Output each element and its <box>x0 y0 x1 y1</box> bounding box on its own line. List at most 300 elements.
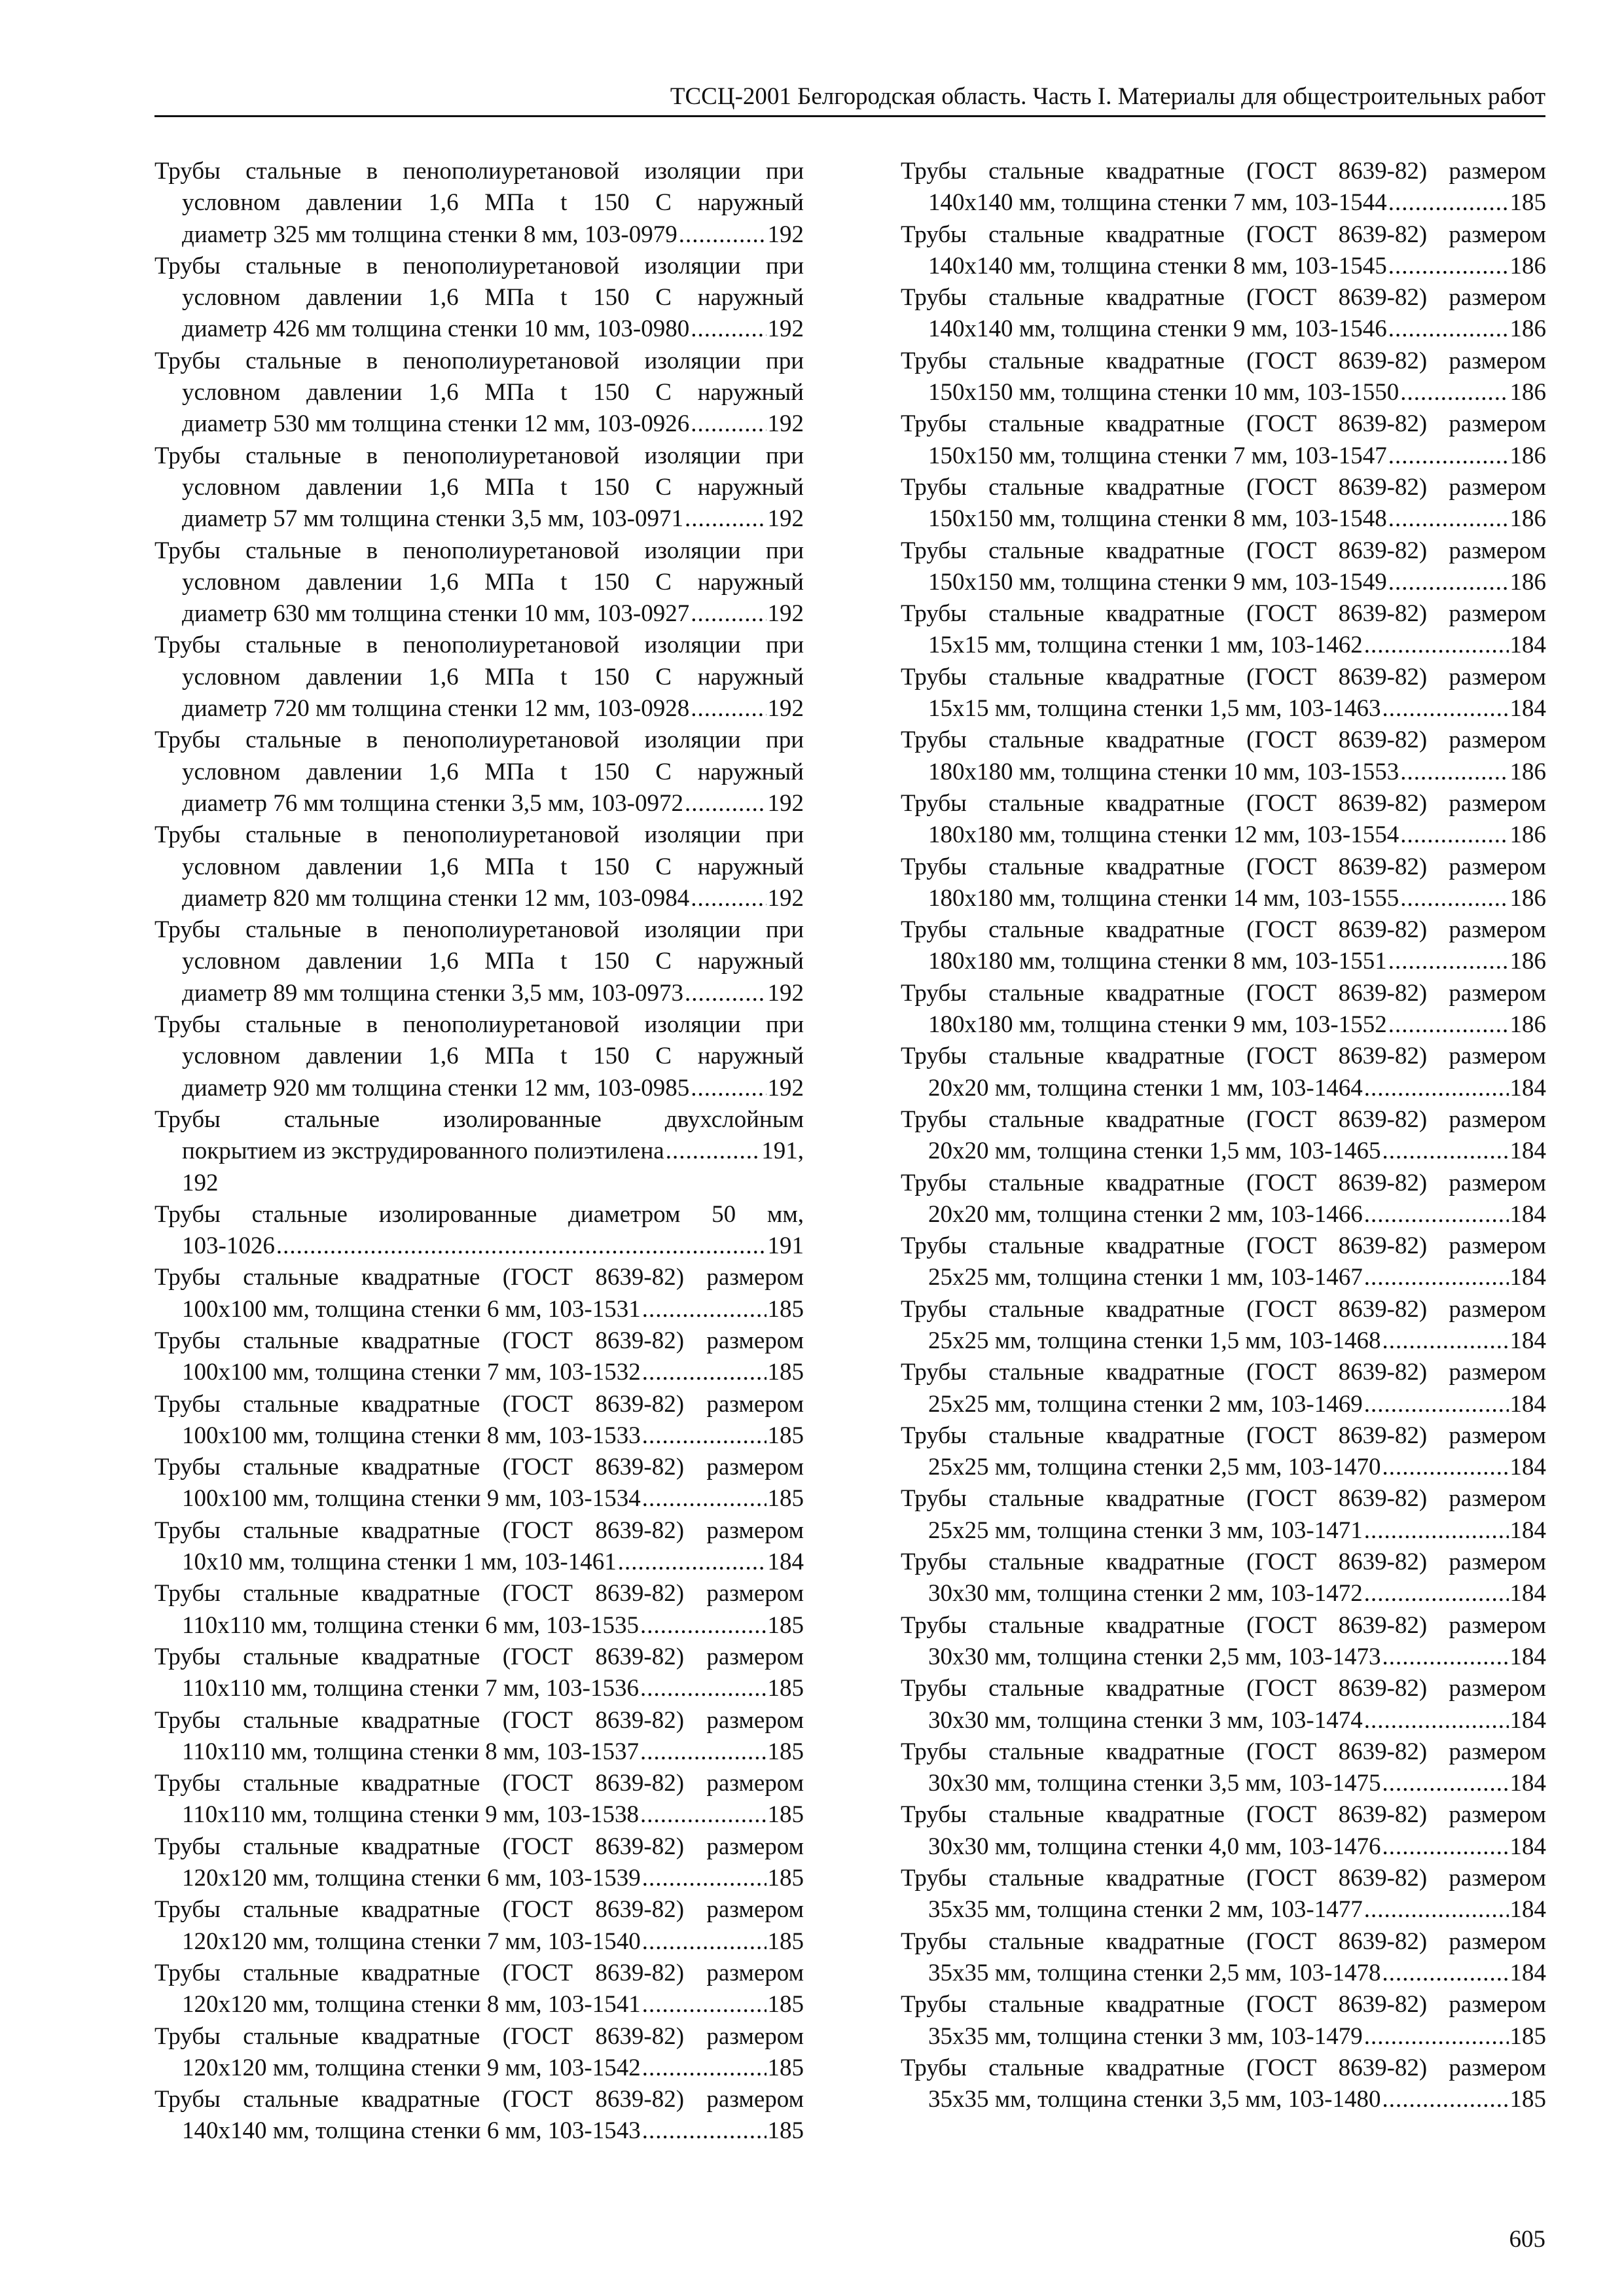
dot-leader <box>1364 2021 1509 2053</box>
entry-line: 100х100 мм, толщина стенки 9 мм, 103-1534 <box>182 1485 641 1513</box>
index-entry <box>154 1262 804 1325</box>
entry-line: Трубы стальные квадратные (ГОСТ 8639-82) размером <box>901 916 1546 944</box>
page-reference: 186 <box>1509 884 1546 912</box>
entry-line: Трубы стальные в пенополиуретановой изоляции при <box>154 726 804 754</box>
index-entry <box>154 1641 804 1705</box>
dot-leader <box>1382 2084 1509 2115</box>
entry-line: Трубы стальные квадратные (ГОСТ 8639-82) размером <box>901 853 1546 880</box>
index-entry <box>901 219 1546 283</box>
index-entry <box>154 156 804 251</box>
index-entry <box>901 282 1546 346</box>
entry-line: условном давлении 1,6 МПа t 150 С наружный <box>182 758 804 785</box>
index-entry <box>154 1515 804 1579</box>
page-reference: 184 <box>1509 1770 1546 1797</box>
page-reference: 184 <box>1509 1959 1546 1986</box>
page-reference: 192 <box>767 410 804 438</box>
dot-leader <box>1382 1452 1509 1483</box>
dot-leader <box>642 1294 767 1325</box>
index-entry <box>901 1863 1546 1926</box>
page-reference: 184 <box>1509 1516 1546 1544</box>
index-entry <box>154 1894 804 1958</box>
dot-leader <box>642 1420 767 1452</box>
page-reference: 186 <box>1509 758 1546 785</box>
entry-line: Трубы стальные квадратные (ГОСТ 8639-82) размером <box>154 1264 804 1291</box>
index-entry <box>154 1578 804 1641</box>
index-entry <box>901 1736 1546 1800</box>
entry-line: 35х35 мм, толщина стенки 3 мм, 103-1479 <box>928 2022 1363 2050</box>
page-reference: 192 <box>767 884 804 912</box>
entry-line: условном давлении 1,6 МПа t 150 С наружный <box>182 1043 804 1070</box>
page-reference: 184 <box>1509 1200 1546 1228</box>
entry-line: 110х110 мм, толщина стенки 6 мм, 103-1535 <box>182 1611 639 1639</box>
page-reference: 192 <box>767 1074 804 1102</box>
dot-leader <box>1364 630 1509 661</box>
entry-line: Трубы стальные квадратные (ГОСТ 8639-82) размером <box>154 1770 804 1797</box>
page-reference: 185 <box>767 1422 804 1449</box>
dot-leader <box>642 2053 767 2084</box>
page-reference: 186 <box>1509 315 1546 343</box>
page-reference: 185 <box>767 1865 804 1892</box>
index-entry <box>901 346 1546 409</box>
entry-line: Трубы стальные квадратные (ГОСТ 8639-82) размером <box>901 979 1546 1007</box>
index-entry <box>154 1389 804 1452</box>
index-entry <box>901 852 1546 915</box>
entry-line: диаметр 920 мм толщина стенки 12 мм, 103-0985 <box>182 1074 690 1102</box>
entry-line: Трубы стальные квадратные (ГОСТ 8639-82) размером <box>901 158 1546 185</box>
entry-line: Трубы стальные квадратные (ГОСТ 8639-82) размером <box>901 1549 1546 1576</box>
page-reference: 184 <box>1509 1390 1546 1418</box>
page-reference: 185 <box>767 1928 804 1955</box>
entry-line: Трубы стальные квадратные (ГОСТ 8639-82) размером <box>154 2022 804 2050</box>
entry-line: 15х15 мм, толщина стенки 1,5 мм, 103-1463 <box>928 695 1381 723</box>
dot-leader <box>691 598 766 630</box>
page-reference: 186 <box>1509 252 1546 279</box>
entry-line: Трубы стальные квадратные (ГОСТ 8639-82) размером <box>901 221 1546 248</box>
entry-line: диаметр 720 мм толщина стенки 12 мм, 103-0928 <box>182 695 690 723</box>
entry-line: Трубы стальные квадратные (ГОСТ 8639-82) размером <box>901 1991 1546 2018</box>
index-entry <box>901 1547 1546 1610</box>
index-entry <box>154 251 804 346</box>
index-entry <box>901 598 1546 662</box>
index-entry <box>154 1768 804 1831</box>
entry-line: Трубы стальные квадратные (ГОСТ 8639-82) размером <box>901 1169 1546 1196</box>
dot-leader <box>1400 819 1508 851</box>
page-reference: 192 <box>767 221 804 248</box>
index-entry <box>154 1009 804 1104</box>
index-entry <box>901 914 1546 978</box>
index-entry <box>154 725 804 819</box>
entry-line: покрытием из экструдированного полиэтилена <box>182 1138 664 1165</box>
dot-leader <box>1388 567 1509 598</box>
dot-leader <box>1388 503 1509 535</box>
entry-line: 110х110 мм, толщина стенки 7 мм, 103-1536 <box>182 1675 639 1702</box>
entry-line: условном давлении 1,6 МПа t 150 С наружный <box>182 473 804 501</box>
page-number: 605 <box>1509 2226 1545 2253</box>
dot-leader <box>1388 187 1509 219</box>
index-entry <box>901 1041 1546 1104</box>
index-entry <box>901 1799 1546 1863</box>
entry-line: условном давлении 1,6 МПа t 150 С наружный <box>182 379 804 406</box>
page-reference: 184 <box>1509 1074 1546 1102</box>
entry-line: 35х35 мм, толщина стенки 2,5 мм, 103-1478 <box>928 1959 1381 1986</box>
entry-line: Трубы стальные квадратные (ГОСТ 8639-82) размером <box>901 726 1546 754</box>
entry-line: Трубы стальные квадратные (ГОСТ 8639-82) размером <box>901 284 1546 312</box>
dot-leader <box>1364 1515 1509 1547</box>
entry-line: 15х15 мм, толщина стенки 1 мм, 103-1462 <box>928 632 1363 659</box>
dot-leader <box>276 1230 767 1262</box>
index-entry <box>154 914 804 1009</box>
page-reference: 192 <box>767 695 804 723</box>
entry-line: диаметр 530 мм толщина стенки 12 мм, 103-0926 <box>182 410 690 438</box>
page-reference: 192 <box>767 505 804 533</box>
entry-line: Трубы стальные квадратные (ГОСТ 8639-82) размером <box>901 1232 1546 1260</box>
entry-line: условном давлении 1,6 МПа t 150 С наружный <box>182 853 804 880</box>
entry-line: диаметр 76 мм толщина стенки 3,5 мм, 103-0972 <box>182 789 683 817</box>
dot-leader <box>666 1136 761 1167</box>
entry-line: 35х35 мм, толщина стенки 3,5 мм, 103-1480 <box>928 2086 1381 2113</box>
index-entry <box>901 1104 1546 1168</box>
dot-leader <box>1388 1009 1509 1041</box>
index-entry <box>901 1357 1546 1420</box>
entry-line: Трубы стальные квадратные (ГОСТ 8639-82) размером <box>901 663 1546 691</box>
dot-leader <box>640 1673 767 1704</box>
index-entry <box>901 1420 1546 1484</box>
page-reference: 186 <box>1509 821 1546 849</box>
entry-line: 25х25 мм, толщина стенки 2,5 мм, 103-1470 <box>928 1454 1381 1481</box>
entry-line: Трубы стальные квадратные (ГОСТ 8639-82) размером <box>901 347 1546 374</box>
index-entry <box>154 1325 804 1389</box>
entry-line: 100х100 мм, толщина стенки 6 мм, 103-1531 <box>182 1295 641 1323</box>
entry-line: 180х180 мм, толщина стенки 9 мм, 103-1552 <box>928 1011 1387 1039</box>
entry-line: 103-1026 <box>182 1232 275 1260</box>
index-entry <box>154 346 804 440</box>
page-reference: 184 <box>1509 1454 1546 1481</box>
page-reference: 184 <box>1509 1643 1546 1670</box>
entry-line: 30х30 мм, толщина стенки 2,5 мм, 103-1473 <box>928 1643 1381 1670</box>
entry-line: 140х140 мм, толщина стенки 6 мм, 103-1543 <box>182 2117 641 2145</box>
page-reference: 184 <box>1509 632 1546 659</box>
entry-line: диаметр 89 мм толщина стенки 3,5 мм, 103-0973 <box>182 979 683 1007</box>
entry-line: 140х140 мм, толщина стенки 8 мм, 103-1545 <box>928 252 1387 279</box>
page-reference: 185 <box>767 1675 804 1702</box>
dot-leader <box>691 314 766 345</box>
dot-leader <box>685 788 767 819</box>
page-reference: 186 <box>1509 505 1546 533</box>
dot-leader <box>642 1357 767 1388</box>
entry-line: 30х30 мм, толщина стенки 3 мм, 103-1474 <box>928 1706 1363 1734</box>
page-reference: 184 <box>1509 1833 1546 1860</box>
entry-line: Трубы стальные в пенополиуретановой изоляции при <box>154 442 804 469</box>
dot-leader <box>1400 883 1508 914</box>
entry-line: Трубы стальные квадратные (ГОСТ 8639-82) размером <box>901 1485 1546 1513</box>
entry-line: Трубы стальные в пенополиуретановой изоляции при <box>154 158 804 185</box>
entry-line: 20х20 мм, толщина стенки 1,5 мм, 103-1465 <box>928 1138 1381 1165</box>
entry-line: Трубы стальные квадратные (ГОСТ 8639-82) размером <box>154 1516 804 1544</box>
dot-leader <box>642 2115 767 2147</box>
index-entry <box>901 408 1546 472</box>
page-reference: 184 <box>1509 1327 1546 1354</box>
index-entry <box>901 535 1546 599</box>
page-reference: 185 <box>767 1611 804 1639</box>
entry-line: Трубы стальные квадратные (ГОСТ 8639-82) размером <box>154 1390 804 1418</box>
page-reference: 192 <box>182 1169 219 1196</box>
dot-leader <box>1364 1199 1509 1230</box>
page-reference: 192 <box>767 600 804 628</box>
entry-line: 150х150 мм, толщина стенки 8 мм, 103-1548 <box>928 505 1387 533</box>
dot-leader <box>618 1547 767 1578</box>
entry-line: условном давлении 1,6 МПа t 150 С наружный <box>182 948 804 975</box>
dot-leader <box>1364 1389 1509 1420</box>
entry-line: Трубы стальные квадратные (ГОСТ 8639-82) размером <box>901 1043 1546 1070</box>
entry-line: 30х30 мм, толщина стенки 3,5 мм, 103-1475 <box>928 1770 1381 1797</box>
entry-line: 100х100 мм, толщина стенки 7 мм, 103-1532 <box>182 1359 641 1386</box>
dot-leader <box>1382 1831 1509 1863</box>
index-entry <box>901 2053 1546 2116</box>
entry-line: Трубы стальные квадратные (ГОСТ 8639-82) размером <box>901 1295 1546 1323</box>
entry-line: Трубы стальные квадратные (ГОСТ 8639-82) размером <box>901 1359 1546 1386</box>
entry-line: 10х10 мм, толщина стенки 1 мм, 103-1461 <box>182 1549 617 1576</box>
page-reference: 185 <box>767 1359 804 1386</box>
index-entry <box>154 1831 804 1895</box>
entry-line: условном давлении 1,6 МПа t 150 С наружный <box>182 663 804 691</box>
index-entry <box>901 1483 1546 1547</box>
entry-line: диаметр 57 мм толщина стенки 3,5 мм, 103-0971 <box>182 505 683 533</box>
dot-leader <box>1382 1325 1509 1357</box>
index-entry <box>154 1199 804 1263</box>
entry-line: диаметр 820 мм толщина стенки 12 мм, 103-0984 <box>182 884 690 912</box>
entry-line: 110х110 мм, толщина стенки 9 мм, 103-1538 <box>182 1801 639 1829</box>
page-reference: 184 <box>767 1549 804 1576</box>
dot-leader <box>1364 1578 1509 1609</box>
index-column-right <box>901 156 1546 2115</box>
entry-line: Трубы стальные в пенополиуретановой изоляции при <box>154 252 804 279</box>
dot-leader <box>1388 314 1509 345</box>
index-entry <box>154 819 804 914</box>
dot-leader <box>640 1610 767 1641</box>
page-reference: 185 <box>1509 189 1546 217</box>
dot-leader <box>1388 440 1509 472</box>
entry-line: 120х120 мм, толщина стенки 9 мм, 103-1542 <box>182 2054 641 2081</box>
entry-line: 100х100 мм, толщина стенки 8 мм, 103-1533 <box>182 1422 641 1449</box>
index-entry <box>154 2021 804 2085</box>
entry-line: 20х20 мм, толщина стенки 2 мм, 103-1466 <box>928 1200 1363 1228</box>
entry-line: Трубы стальные квадратные (ГОСТ 8639-82) размером <box>901 1675 1546 1702</box>
entry-line: Трубы стальные в пенополиуретановой изоляции при <box>154 632 804 659</box>
entry-line: 25х25 мм, толщина стенки 1 мм, 103-1467 <box>928 1264 1363 1291</box>
dot-leader <box>1382 1768 1509 1799</box>
dot-leader <box>1364 1894 1509 1926</box>
index-entry <box>901 1926 1546 1990</box>
page-reference: 185 <box>767 2054 804 2081</box>
entry-line: 150х150 мм, толщина стенки 9 мм, 103-1549 <box>928 568 1387 596</box>
dot-leader <box>1364 1262 1509 1293</box>
index-entry <box>154 1958 804 2021</box>
running-header <box>154 81 1545 117</box>
dot-leader <box>642 1926 767 1958</box>
page-reference: 184 <box>1509 1580 1546 1607</box>
page-reference: 185 <box>767 1801 804 1829</box>
index-entry <box>154 1104 804 1199</box>
entry-line: 25х25 мм, толщина стенки 1,5 мм, 103-1468 <box>928 1327 1381 1354</box>
entry-line: условном давлении 1,6 МПа t 150 С наружный <box>182 284 804 312</box>
entry-line: Трубы стальные квадратные (ГОСТ 8639-82) размером <box>901 410 1546 438</box>
entry-line: условном давлении 1,6 МПа t 150 С наружный <box>182 568 804 596</box>
entry-line: Трубы стальные квадратные (ГОСТ 8639-82) размером <box>901 600 1546 628</box>
index-entry <box>901 1673 1546 1736</box>
entry-line: Трубы стальные квадратные (ГОСТ 8639-82) размером <box>901 1738 1546 1765</box>
entry-line: 180х180 мм, толщина стенки 8 мм, 103-1551 <box>928 948 1387 975</box>
index-entry <box>901 725 1546 788</box>
index-entry <box>154 2084 804 2147</box>
index-entry <box>154 630 804 725</box>
entry-line: Трубы стальные изолированные диаметром 50 мм, <box>154 1200 804 1228</box>
page-reference: 186 <box>1509 568 1546 596</box>
entry-line: 25х25 мм, толщина стенки 2 мм, 103-1469 <box>928 1390 1363 1418</box>
entry-line: 150х150 мм, толщина стенки 7 мм, 103-1547 <box>928 442 1387 469</box>
page-reference: 184 <box>1509 1264 1546 1291</box>
entry-line: 120х120 мм, толщина стенки 6 мм, 103-1539 <box>182 1865 641 1892</box>
dot-leader <box>1382 693 1509 725</box>
index-entry <box>154 535 804 630</box>
entry-line: Трубы стальные квадратные (ГОСТ 8639-82) размером <box>901 1865 1546 1892</box>
index-entry <box>901 1230 1546 1294</box>
page-reference: 184 <box>1509 1896 1546 1924</box>
index-entry <box>901 1989 1546 2053</box>
index-entry <box>154 440 804 535</box>
dot-leader <box>642 1989 767 2020</box>
entry-line: Трубы стальные квадратные (ГОСТ 8639-82) размером <box>154 2086 804 2113</box>
index-entry <box>154 1705 804 1768</box>
entry-line: Трубы стальные квадратные (ГОСТ 8639-82) размером <box>901 1928 1546 1955</box>
page-reference: 184 <box>1509 1706 1546 1734</box>
index-entry <box>901 472 1546 535</box>
dot-leader <box>1382 1958 1509 1989</box>
entry-line: Трубы стальные квадратные (ГОСТ 8639-82) размером <box>154 1580 804 1607</box>
page-reference: 191, <box>761 1138 804 1165</box>
dot-leader <box>640 1799 767 1831</box>
index-entry <box>901 788 1546 852</box>
dot-leader <box>640 1736 767 1768</box>
dot-leader <box>642 1483 767 1515</box>
dot-leader <box>642 1863 767 1894</box>
entry-line: Трубы стальные в пенополиуретановой изоляции при <box>154 537 804 564</box>
page-reference: 192 <box>767 789 804 817</box>
dot-leader <box>691 408 766 440</box>
dot-leader <box>1388 251 1509 282</box>
entry-line: условном давлении 1,6 МПа t 150 С наружный <box>182 189 804 217</box>
page-reference: 185 <box>1509 2022 1546 2050</box>
entry-line: 140х140 мм, толщина стенки 9 мм, 103-1546 <box>928 315 1387 343</box>
page-reference: 185 <box>767 2117 804 2145</box>
index-entry <box>901 978 1546 1041</box>
page-reference: 185 <box>767 1295 804 1323</box>
index-entry <box>901 156 1546 219</box>
index-entry <box>901 1294 1546 1357</box>
entry-line: 120х120 мм, толщина стенки 8 мм, 103-1541 <box>182 1991 641 2018</box>
dot-leader <box>685 978 767 1009</box>
page-reference: 185 <box>1509 2086 1546 2113</box>
entry-line: 180х180 мм, толщина стенки 12 мм, 103-1554 <box>928 821 1399 849</box>
page-reference: 186 <box>1509 948 1546 975</box>
entry-line: Трубы стальные квадратные (ГОСТ 8639-82) размером <box>154 1896 804 1924</box>
entry-line: Трубы стальные изолированные двухслойным <box>154 1105 804 1133</box>
page-reference: 185 <box>767 1991 804 2018</box>
page-reference: 184 <box>1509 1138 1546 1165</box>
page-reference: 186 <box>1509 379 1546 406</box>
entry-line: 140х140 мм, толщина стенки 7 мм, 103-1544 <box>928 189 1387 217</box>
dot-leader <box>1382 1136 1509 1167</box>
running-title: ТССЦ-2001 Белгородская область. Часть I. Материалы для общестроительных работ <box>670 83 1545 110</box>
index-entry <box>154 1452 804 1515</box>
page-reference: 192 <box>767 979 804 1007</box>
dot-leader <box>679 219 767 251</box>
dot-leader <box>1382 1641 1509 1673</box>
dot-leader <box>691 693 766 725</box>
entry-line: 180х180 мм, толщина стенки 14 мм, 103-1555 <box>928 884 1399 912</box>
entry-line: Трубы стальные квадратные (ГОСТ 8639-82) размером <box>154 1959 804 1986</box>
index-entry <box>901 1610 1546 1674</box>
entry-line: Трубы стальные квадратные (ГОСТ 8639-82) размером <box>154 1327 804 1354</box>
page-reference: 185 <box>767 1738 804 1765</box>
entry-line: 30х30 мм, толщина стенки 2 мм, 103-1472 <box>928 1580 1363 1607</box>
dot-leader <box>1364 1705 1509 1736</box>
entry-line: 110х110 мм, толщина стенки 8 мм, 103-1537 <box>182 1738 639 1765</box>
entry-line: Трубы стальные квадратные (ГОСТ 8639-82) размером <box>901 1801 1546 1829</box>
entry-line: Трубы стальные в пенополиуретановой изоляции при <box>154 347 804 374</box>
entry-line: Трубы стальные квадратные (ГОСТ 8639-82) размером <box>901 1105 1546 1133</box>
index-entry <box>901 1168 1546 1231</box>
page-reference: 191 <box>767 1232 804 1260</box>
entry-line: Трубы стальные квадратные (ГОСТ 8639-82) размером <box>154 1643 804 1670</box>
index-column-left <box>154 156 804 2147</box>
dot-leader <box>1400 757 1508 788</box>
entry-line: диаметр 426 мм толщина стенки 10 мм, 103-0980 <box>182 315 690 343</box>
page-reference: 186 <box>1509 1011 1546 1039</box>
entry-line: 180х180 мм, толщина стенки 10 мм, 103-1553 <box>928 758 1399 785</box>
dot-leader <box>685 503 767 535</box>
entry-line: 35х35 мм, толщина стенки 2 мм, 103-1477 <box>928 1896 1363 1924</box>
entry-line: диаметр 325 мм толщина стенки 8 мм, 103-0979 <box>182 221 677 248</box>
entry-line: 20х20 мм, толщина стенки 1 мм, 103-1464 <box>928 1074 1363 1102</box>
entry-line: Трубы стальные в пенополиуретановой изоляции при <box>154 1011 804 1039</box>
entry-line: Трубы стальные в пенополиуретановой изоляции при <box>154 916 804 944</box>
dot-leader <box>691 1073 766 1104</box>
dot-leader <box>691 883 766 914</box>
page-reference: 185 <box>767 1485 804 1513</box>
page-reference: 184 <box>1509 695 1546 723</box>
entry-line: 150х150 мм, толщина стенки 10 мм, 103-1550 <box>928 379 1399 406</box>
index-entry <box>901 662 1546 725</box>
entry-line: Трубы стальные квадратные (ГОСТ 8639-82) размером <box>154 1706 804 1734</box>
entry-line: 120х120 мм, толщина стенки 7 мм, 103-1540 <box>182 1928 641 1955</box>
entry-line: Трубы стальные квадратные (ГОСТ 8639-82) размером <box>901 1611 1546 1639</box>
dot-leader <box>1400 377 1508 408</box>
entry-line: Трубы стальные квадратные (ГОСТ 8639-82) размером <box>901 473 1546 501</box>
entry-line: Трубы стальные квадратные (ГОСТ 8639-82) размером <box>901 537 1546 564</box>
page-reference: 192 <box>767 315 804 343</box>
entry-line: 30х30 мм, толщина стенки 4,0 мм, 103-1476 <box>928 1833 1381 1860</box>
entry-line: Трубы стальные квадратные (ГОСТ 8639-82) размером <box>901 789 1546 817</box>
entry-line: Трубы стальные квадратные (ГОСТ 8639-82) размером <box>154 1833 804 1860</box>
entry-line: Трубы стальные квадратные (ГОСТ 8639-82) размером <box>154 1454 804 1481</box>
entry-line: Трубы стальные квадратные (ГОСТ 8639-82) размером <box>901 1422 1546 1449</box>
entry-line: Трубы стальные квадратные (ГОСТ 8639-82) размером <box>901 2054 1546 2081</box>
dot-leader <box>1388 946 1509 977</box>
entry-line: Трубы стальные в пенополиуретановой изоляции при <box>154 821 804 849</box>
entry-line: 25х25 мм, толщина стенки 3 мм, 103-1471 <box>928 1516 1363 1544</box>
dot-leader <box>1364 1073 1509 1104</box>
page-reference: 186 <box>1509 442 1546 469</box>
